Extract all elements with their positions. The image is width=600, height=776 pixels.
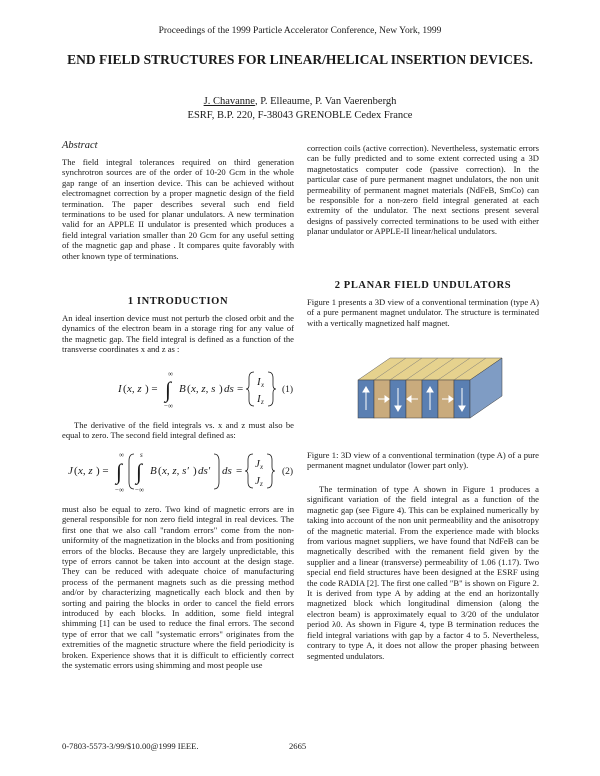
svg-text:J: J: [255, 458, 260, 470]
abstract-body: [62, 157, 294, 261]
section-2-paragraph-1: [307, 297, 539, 328]
right-p-cont-text: correction coils (active correction). Nevertheless, systematic errors can be fully predicted and to some extent corrected using a 3D magnetostatics computer code (passive correction). In the particular case of pure permanent magnet undulators, the non unit permeability of permanent magnet materials (NdFeB, SmCo) can be responsible for a non-zero field integral generated at each extremity of the undulator. The next sections present several designs of passively corrected terminations to be used with either planar undulator or APPLE-II linear/helical undulators.: [307, 143, 539, 237]
svg-text:z: z: [261, 398, 264, 406]
section-1-heading: 1 INTRODUCTION: [127, 296, 229, 307]
authors: [0, 96, 600, 107]
affiliation: ESRF, B.P. 220, F-38043 GRENOBLE Cedex France: [187, 110, 413, 121]
svg-text:I: I: [257, 393, 261, 405]
svg-text:ds′: ds′: [198, 465, 211, 477]
svg-text:I: I: [257, 376, 261, 388]
svg-text:−∞: −∞: [115, 486, 124, 494]
other-authors: , P. Elleaume, P. Van Vaerenbergh: [254, 96, 397, 107]
svg-text:) =: ) =: [96, 465, 109, 477]
page-number: 2665: [289, 741, 307, 751]
svg-text:(: (: [187, 383, 191, 395]
svg-text:(: (: [74, 465, 78, 477]
figure-1-magnet-graphic: [352, 350, 508, 444]
intro-paragraph-2: [62, 420, 294, 441]
abstract-heading: Abstract: [62, 140, 98, 151]
section-2-p1-text: Figure 1 presents a 3D view of a conventional termination (type A) of a pure permanent magnet undulator. The structure is terminated with a vertically magnetized half magnet.: [307, 297, 539, 328]
svg-text:I: I: [118, 383, 122, 395]
footer-copyright: 0-7803-5573-3/99/$10.00@1999 IEEE.: [62, 741, 199, 751]
svg-text:z: z: [260, 480, 263, 488]
svg-text:(: (: [123, 383, 127, 395]
svg-text:∫: ∫: [116, 459, 123, 484]
section-2-heading: 2 PLANAR FIELD UNDULATORS: [334, 280, 512, 291]
svg-text:∫: ∫: [165, 377, 172, 402]
svg-text:x, z, s′: x, z, s′: [162, 465, 189, 477]
svg-text:x, z: x, z: [127, 383, 142, 395]
svg-text:∞: ∞: [168, 370, 173, 378]
svg-text:J: J: [68, 465, 73, 477]
intro-paragraph-3: [62, 504, 294, 671]
intro-paragraph-1: [62, 313, 294, 355]
first-author: J. Chavanne: [203, 96, 255, 107]
svg-text:∞: ∞: [119, 451, 124, 459]
equation-1-number: (1): [282, 385, 294, 395]
section-2-paragraph-2: [307, 484, 539, 661]
section-2-p2-text: The termination of type A shown in Figure 1 produces a significant variation of the field integral as a function of the magnetic gap (see Figure 4). This can be explained numerically by taking into account of the non unit permeability and the anisotropy of the magnetic material. From the experience made with blocks from various magnet suppliers, we have found that NdFeB can be magnetically described with the remanent field given by the supplier and a linear (transverse) permeability of 1.06 (1.17). Two special end field structures have been designed at the ESRF using the code RADIA [2]. The first one called "B" is shown on Figure 2. It is derived from type A by adding at the end an horizontally magnetized block which longitudinal dimension (along the electron beam) is approximately equal to 3/20 of the undulator period λ0. As shown in Figure 4, type B termination reduces the field integral variations with gap by a factor 4 to 5. Nevertheless, contrary to type A, it does not allow the proper phasing between segmented undulators.: [307, 484, 539, 661]
svg-text:∫: ∫: [136, 459, 143, 484]
svg-text:x, z, s: x, z, s: [191, 383, 216, 395]
svg-text:B: B: [150, 465, 157, 477]
intro-p2-text: The derivative of the field integrals vs. x and z must also be equal to zero. The second field integral defined as:: [62, 420, 294, 441]
svg-text:=: =: [236, 465, 243, 477]
svg-text:): ): [193, 465, 197, 477]
svg-text:) =: ) =: [145, 383, 158, 395]
svg-text:x: x: [261, 381, 265, 389]
figure-1: [352, 350, 508, 444]
figure-1-caption: [307, 450, 539, 471]
svg-text:s: s: [140, 451, 143, 459]
equation-1: [62, 366, 294, 410]
svg-text:=: =: [237, 383, 244, 395]
figure-1-caption-text: Figure 1: 3D view of a conventional termination (type A) of a pure permanent magnet undulator (lower part only).: [307, 450, 539, 471]
right-continued-paragraph: [307, 143, 539, 237]
abstract-text: The field integral tolerances required on third generation synchrotron sources are of the order of 10-20 Gcm in the whole gap range of an insertion device. This can be achieved without electromagnet correction by a proper magnetic design of the field termination. The paper describes several such end field terminations to be used for planar undulators. A new termination valid for an APPLE II undulator is presented which produces a field integral variation smaller than 20 Gcm for any useful setting of the magnetic gap and phase . It compares quite favorably with other known type of terminations.: [62, 157, 294, 261]
svg-text:): ): [219, 383, 223, 395]
svg-text:J: J: [255, 475, 260, 487]
svg-text:x: x: [260, 463, 264, 471]
svg-text:ds: ds: [222, 465, 232, 477]
svg-text:B: B: [179, 383, 186, 395]
intro-p3-text: must also be equal to zero. Two kind of magnetic errors are in general responsible for non zero field integral in real devices. The first one that we also call "random errors" come from the non-uniformity of the magnetization in the blocks and from positioning errors of the blocks. Because they are largely unpredictable, this type of errors cannot be taken into account at the design stage. They can be reduced with adequate choice of manufacturing process of the permanent magnets such as die pressing method and/or by characterizing magnetically each block and then by sorting and pairing the blocks in order to cancel the field errors introduced by each blocks. In addition, some field integral shimming [1] can be used to reduce the final errors. The second type of error that we call "systematic errors" originates from the extremities of the magnetic structure where the field periodicity is broken. Experience shows that it is difficult to efficiently correct the systematic errors using shimming and most people use: [62, 504, 294, 671]
running-header: Proceedings of the 1999 Particle Accelerator Conference, New York, 1999: [158, 26, 442, 36]
equation-1-graphic: [62, 366, 294, 410]
svg-text:−∞: −∞: [164, 402, 173, 410]
equation-2-graphic: [62, 448, 294, 494]
svg-text:(: (: [158, 465, 162, 477]
equation-2-number: (2): [282, 467, 294, 477]
svg-text:x, z: x, z: [78, 465, 93, 477]
paper-title: END FIELD STRUCTURES FOR LINEAR/HELICAL INSERTION DEVICES.: [67, 52, 533, 67]
equation-2: [62, 448, 294, 494]
svg-text:ds: ds: [224, 383, 234, 395]
svg-text:−∞: −∞: [135, 486, 144, 494]
intro-p1-text: An ideal insertion device must not perturb the closed orbit and the dynamics of the electron beam in a storage ring for any value of the magnetic gap. The field integral is defined as a function of the transverse coordinates x and z as :: [62, 313, 294, 355]
